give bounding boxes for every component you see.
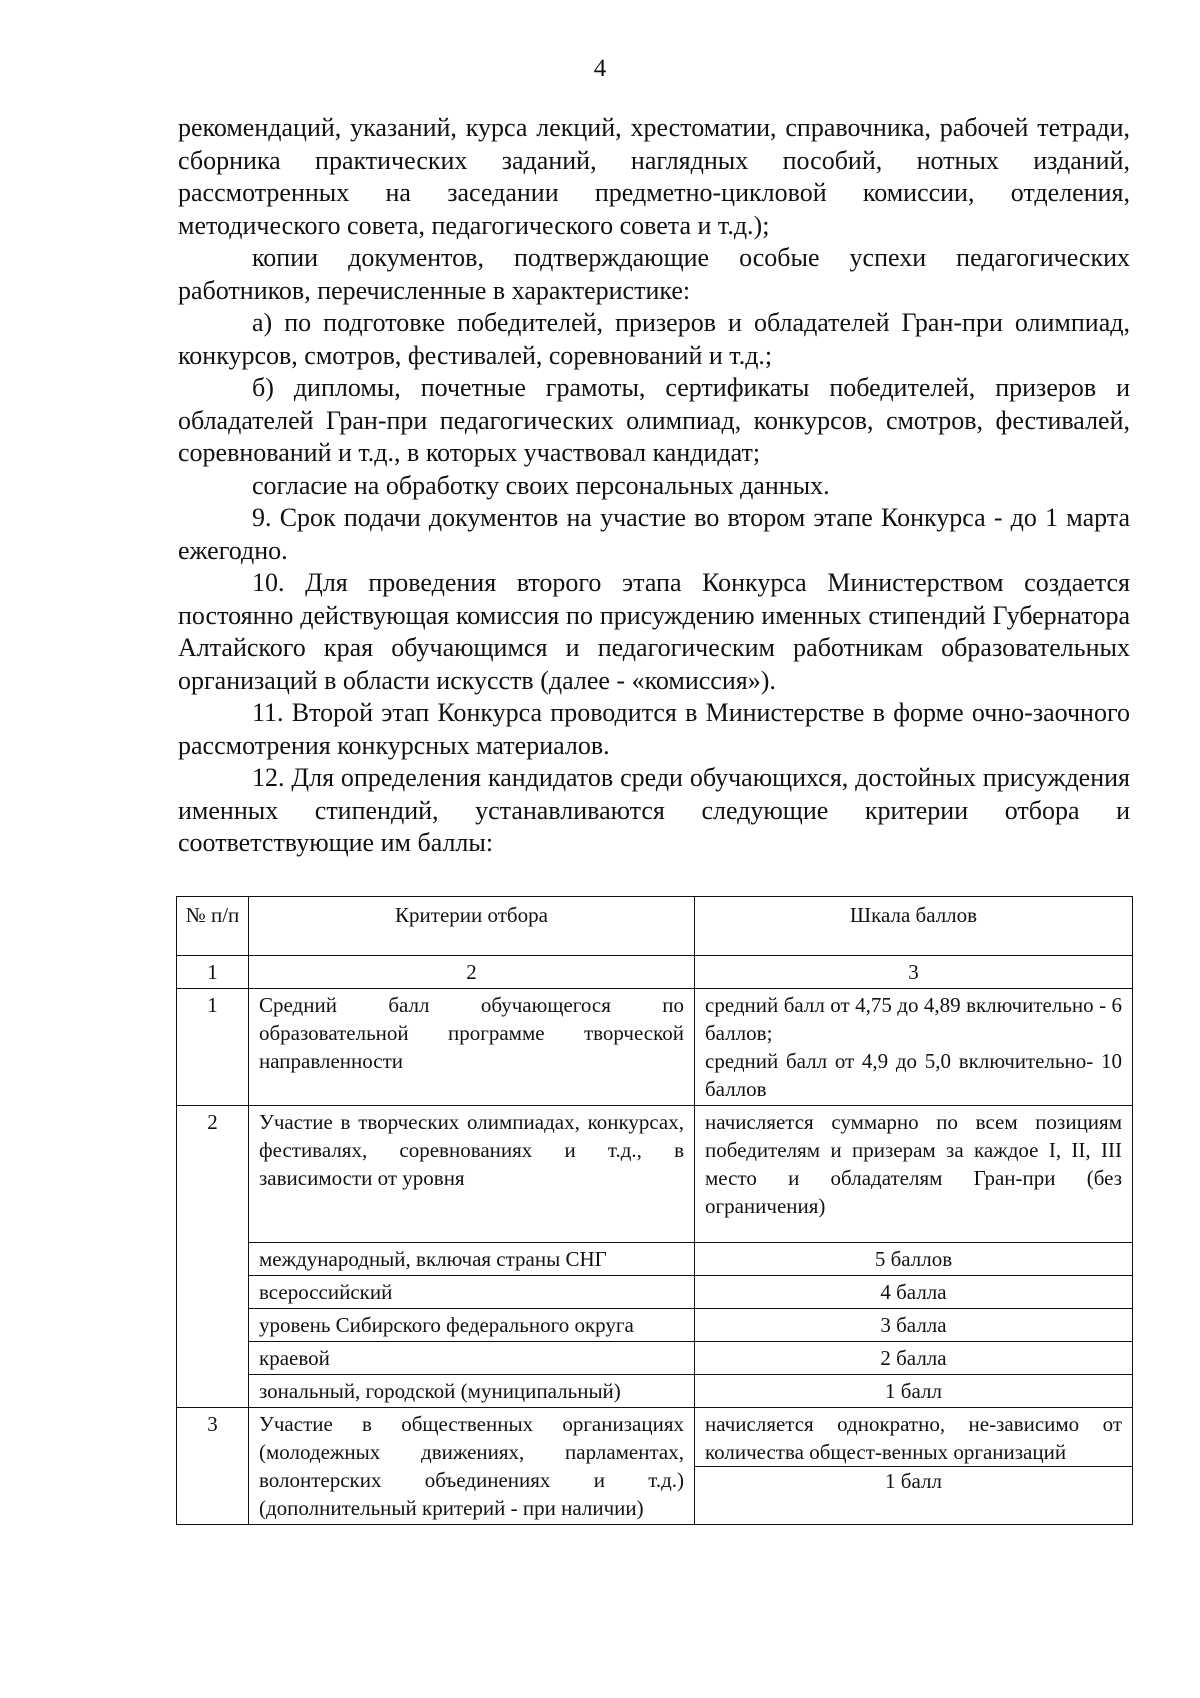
scale-text: начисляется суммарно по всем позициям победителям и призерам за каждое I, II, III место и обладателям Гран-при (без ограничения) bbox=[695, 1106, 1133, 1243]
table-row bbox=[177, 1309, 1133, 1342]
table-row bbox=[177, 1408, 1133, 1525]
row-number: 2 bbox=[177, 1106, 249, 1243]
paragraph: копии документов, подтверждающие особые успехи педагогических работников, перечисленные в характеристике: bbox=[178, 243, 1130, 305]
scale-text: средний балл от 4,75 до 4,89 включительно - 6 баллов; bbox=[705, 993, 1122, 1045]
level-points: 4 балла bbox=[695, 1276, 1133, 1309]
col-number: 3 bbox=[695, 956, 1133, 989]
page-number: 4 bbox=[593, 55, 607, 82]
scale-cell bbox=[695, 1408, 1133, 1525]
column-number-row bbox=[177, 956, 1133, 989]
criterion-text: Участие в общественных организациях (молодежных движениях, парламентах, волонтерских объединениях и т.д.) (дополнительный критерий - при наличии) bbox=[249, 1408, 695, 1525]
scale-text: начисляется однократно, не-зависимо от количества общест-венных организаций bbox=[705, 1412, 1122, 1464]
level-points: 3 балла bbox=[695, 1309, 1133, 1342]
header-number: № п/п bbox=[177, 897, 249, 956]
header-criteria: Критерии отбора bbox=[249, 897, 695, 956]
level-name: уровень Сибирского федерального округа bbox=[249, 1309, 695, 1342]
level-points: 5 баллов bbox=[695, 1243, 1133, 1276]
paragraph: а) по подготовке победителей, призеров и обладателей Гран-при олимпиад, конкурсов, смотров, фестивалей, соревнований и т.д.; bbox=[178, 308, 1130, 370]
level-name: краевой bbox=[249, 1342, 695, 1375]
scale-text: средний балл от 4,9 до 5,0 включительно- 10 баллов bbox=[705, 1049, 1122, 1101]
col-number: 2 bbox=[249, 956, 695, 989]
document-body bbox=[178, 112, 1130, 860]
table-row bbox=[177, 1375, 1133, 1408]
row-number: 1 bbox=[177, 989, 249, 1106]
scale-cell bbox=[695, 989, 1133, 1106]
criterion-text: Средний балл обучающегося по образовательной программе творческой направленности bbox=[249, 989, 695, 1106]
table-row bbox=[177, 1243, 1133, 1276]
criterion-text: Участие в творческих олимпиадах, конкурсах, фестивалях, соревнованиях и т.д., в зависимости от уровня bbox=[249, 1106, 695, 1243]
header-scale: Шкала баллов bbox=[695, 897, 1133, 956]
criteria-table bbox=[176, 896, 1133, 1525]
table-row bbox=[177, 1342, 1133, 1375]
table-row bbox=[177, 1106, 1133, 1243]
paragraph: б) дипломы, почетные грамоты, сертификаты победителей, призеров и обладателей Гран-при педагогических олимпиад, конкурсов, смотров, фестивалей, соревнований и т.д., в которых участвовал кандидат; bbox=[178, 373, 1130, 467]
paragraph: рекомендаций, указаний, курса лекций, хрестоматии, справочника, рабочей тетради, сборника практических заданий, наглядных пособий, нотных изданий, рассмотренных на заседании предметно-цикловой комиссии, отделения, методического совета, педагогического совета и т.д.); bbox=[178, 113, 1130, 240]
level-points: 2 балла bbox=[695, 1342, 1133, 1375]
table-header-row bbox=[177, 897, 1133, 956]
level-name: всероссийский bbox=[249, 1276, 695, 1309]
row-number: 3 bbox=[177, 1408, 249, 1525]
level-points: 1 балл bbox=[695, 1375, 1133, 1408]
level-name: зональный, городской (муниципальный) bbox=[249, 1375, 695, 1408]
table-row bbox=[177, 1276, 1133, 1309]
col-number: 1 bbox=[177, 956, 249, 989]
paragraph: 10. Для проведения второго этапа Конкурса Министерством создается постоянно действующая комиссия по присуждению именных стипендий Губернатора Алтайского края обучающимся и педагогическим работникам образовательных организаций в области искусств (далее - «комиссия»). bbox=[178, 568, 1130, 695]
paragraph: 9. Срок подачи документов на участие во втором этапе Конкурса - до 1 марта ежегодно. bbox=[178, 503, 1130, 565]
table-row bbox=[177, 989, 1133, 1106]
paragraph: 11. Второй этап Конкурса проводится в Министерстве в форме очно-заочного рассмотрения конкурсных материалов. bbox=[178, 698, 1130, 760]
scale-points: 1 балл bbox=[695, 1466, 1132, 1495]
paragraph: согласие на обработку своих персональных данных. bbox=[252, 470, 830, 500]
paragraph: 12. Для определения кандидатов среди обучающихся, достойных присуждения именных стипендий, устанавливаются следующие критерии отбора и соответствующие им баллы: bbox=[178, 763, 1130, 857]
level-name: международный, включая страны СНГ bbox=[249, 1243, 695, 1276]
